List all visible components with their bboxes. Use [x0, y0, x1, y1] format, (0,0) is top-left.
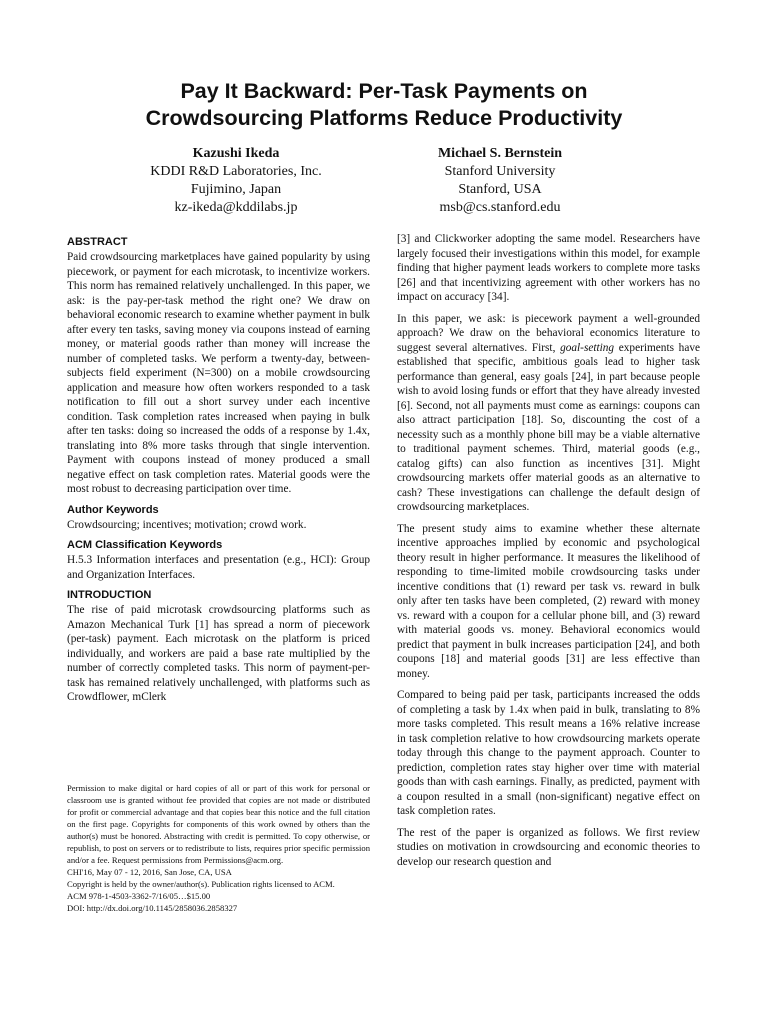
title-line-1: Pay It Backward: Per-Task Payments on: [180, 79, 588, 103]
acm-keywords-heading: ACM Classification Keywords: [67, 539, 223, 551]
author-location: Fujimino, Japan: [190, 182, 282, 197]
author-block-1: [96, 145, 376, 217]
left-column: [67, 236, 370, 712]
body-paragraph-4: Compared to being paid per task, participants increased the odds of completing a task by 1.4x when paid in bulk, translating to 8% more tasks completed. This result means a 16% relative increase in task completion relative to how crowdsourcing markets operate today through this change to the payment approach. Counter to prediction, completion rates stay higher over time with material goods than with cash earnings. Finally, as predicted, payment with a coupon resulted in a small (non-significant) negative effect on task completion rates.: [397, 689, 700, 817]
introduction-heading: INTRODUCTION: [67, 589, 152, 601]
introduction-text: The rise of paid microtask crowdsourcing platforms such as Amazon Mechanical Turk [1] has spread a norm of piecework (per-task) payment. Each microtask on the platform is priced individually, and workers are paid a base rate multiplied by the number of correctly completed tasks. This norm of payment-per-task has remained relatively unchallenged, with platforms such as Crowdflower, mClerk: [67, 604, 370, 703]
author-location: Stanford, USA: [458, 182, 542, 197]
paragraph-2-start: In this paper, we ask: is piecework payment a well-grounded approach? We draw on the behavioral economics literature to suggest several alternatives. First,: [397, 312, 700, 354]
paragraph-2-rest: experiments have established that specific, ambitious goals lead to higher task performance than general, easy goals [24], in part because people wish to avoid losing funds or effort that they have already invested [6]. Second, not all payments must come as earnings: coupons can also attract participation [18]. So, discounting the cost of a necessity such as a monthly phone bill may be a viable alternative to traditional payment schemes. Third, material goods (e.g., catalog gifts) can also function as incentives [31]. Might crowdsourcing markets offer material goods as an alternative to cash? These investigations can challenge the default design of crowdsourcing marketplaces.: [397, 341, 701, 513]
author-block-2: [390, 145, 610, 217]
author-email: kz-ikeda@kddilabs.jp: [174, 200, 298, 215]
isbn-info: ACM 978-1-4503-3362-7/16/05…$15.00: [67, 891, 211, 901]
author-keywords-heading: Author Keywords: [67, 503, 159, 516]
author-email: msb@cs.stanford.edu: [439, 200, 561, 215]
abstract-heading: ABSTRACT: [67, 236, 128, 248]
permission-notice: Permission to make digital or hard copies of all or part of this work for personal or classroom use is granted without fee provided that copies are not made or distributed for profit or commercial advantage and that copies bear this notice and the full citation on the first page. Copyrights for components of this work owned by others than the author(s) must be honored. Abstracting with credit is permitted. To copy otherwise, or republish, to post on servers or to redistribute to lists, requires prior specific permission and/or a fee. Request permissions from Permissions@acm.org.: [67, 783, 370, 865]
author-affiliation: Stanford University: [444, 164, 556, 179]
copyright-footnote: [67, 782, 370, 914]
author-keywords-text: Crowdsourcing; incentives; motivation; crowd work.: [67, 518, 307, 531]
author-name: Michael S. Bernstein: [437, 146, 563, 161]
paper-title: [60, 78, 708, 132]
body-paragraph-3: The present study aims to examine whether these alternate incentive approaches implied by economic and psychological theory result in higher performance. It measures the likelihood of responding to time-limited mobile crowdsourcing tasks under incentive conditions that (1) reward per task vs. reward in bulk only after ten tasks have been completed, (2) reward with money vs. reward with a coupon for a cellular phone bill, and (3) reward with material goods vs. money. Behavioral economics would predict that payment in bulk increases participation [24], and both coupons [18] and material goods [31] are less effective than money.: [397, 522, 700, 680]
copyright-notice: Copyright is held by the owner/author(s). Publication rights licensed to ACM.: [67, 879, 335, 889]
author-affiliation: KDDI R&D Laboratories, Inc.: [150, 164, 322, 179]
body-paragraph-5: The rest of the paper is organized as follows. We first review studies on motivation in crowdsourcing and economic theories to develop our research question and: [397, 826, 700, 868]
body-paragraph-2: [397, 312, 700, 515]
doi-link[interactable]: DOI: http://dx.doi.org/10.1145/2858036.2858327: [67, 903, 238, 913]
right-column: [397, 232, 700, 876]
title-line-2: Crowdsourcing Platforms Reduce Productivity: [145, 106, 623, 130]
goal-setting-emphasis: goal-setting: [560, 341, 615, 354]
conference-info: CHI'16, May 07 - 12, 2016, San Jose, CA, USA: [67, 867, 232, 877]
acm-keywords-text: H.5.3 Information interfaces and presentation (e.g., HCI): Group and Organization Interfaces.: [67, 554, 370, 581]
body-paragraph-1: [3] and Clickworker adopting the same model. Researchers have largely focused their investigations within this model, for example finding that higher payment leads workers to complete more tasks [26] and that incentivizing agreement with other workers has no impact on accuracy [34].: [397, 233, 700, 303]
abstract-text: Paid crowdsourcing marketplaces have gained popularity by using piecework, or payment for each microtask, to incentivize workers. This norm has remained relatively unchallenged. In this paper, we ask: is the pay-per-task method the right one? We draw on behavioral economic research to examine whether payment in bulk after every ten tasks, saving money via coupons instead of earning money, or material goods rather than money will increase the number of completed tasks. We perform a twenty-day, between-subjects field experiment (N=300) on a mobile crowdsourcing application and measure how often workers responded to a task notification to fill out a short survey under each incentive condition. Task completion rates increased when paying in bulk after ten tasks: doing so increased the odds of a response by 1.4x, translating into 8% more tasks through that single intervention. Payment with coupons instead of money produced a small negative effect on task completion rates. Material goods were the most robust to decreasing participation over time.: [67, 251, 371, 495]
author-name: Kazushi Ikeda: [192, 146, 280, 161]
